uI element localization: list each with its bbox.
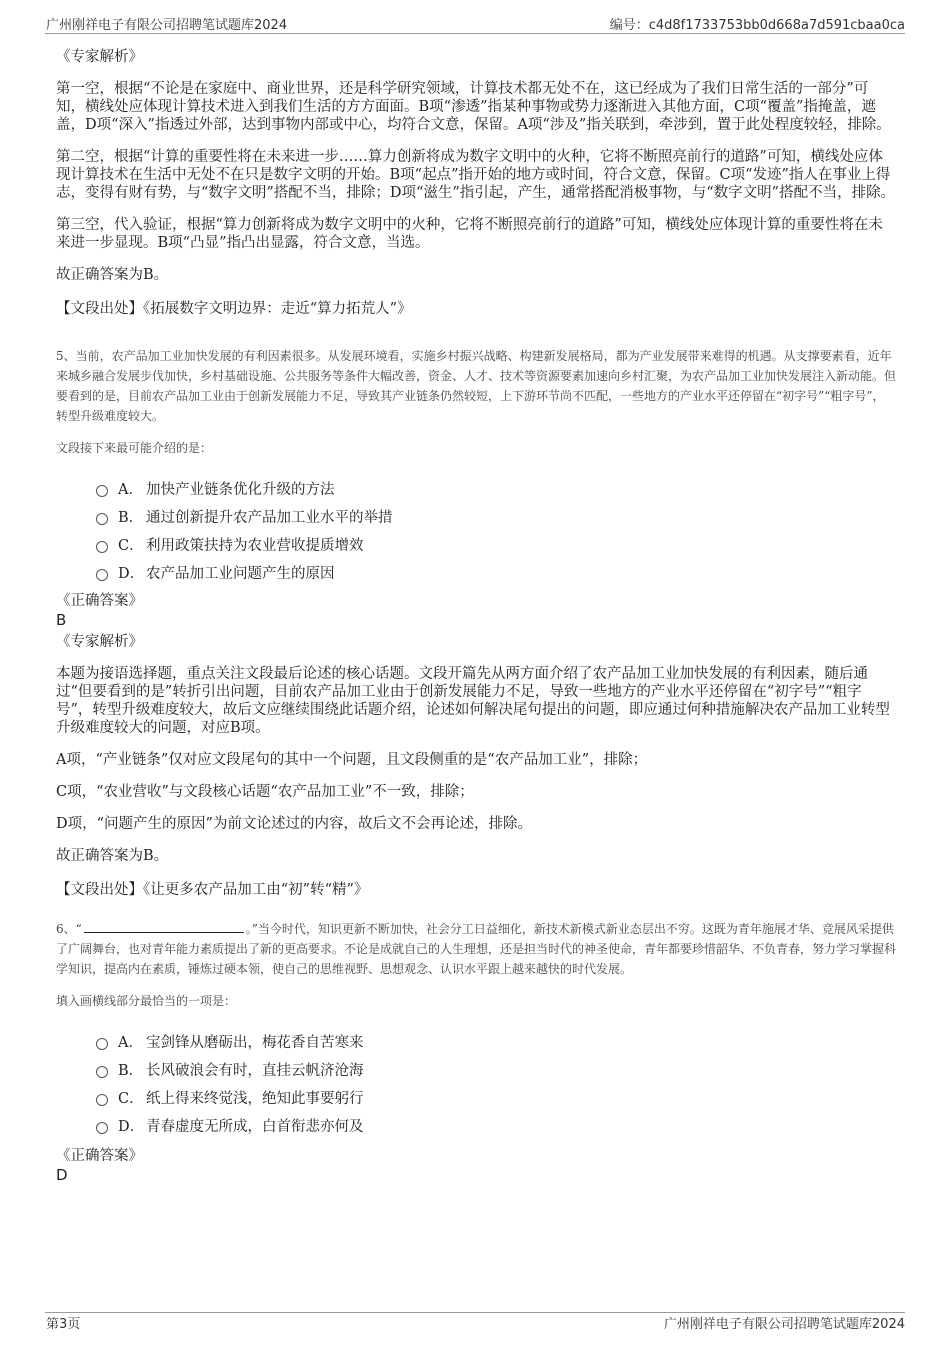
question-stem [56, 919, 896, 979]
option-d[interactable] [96, 1111, 896, 1139]
analysis-paragraph: 第二空，根据“计算的重要性将在未来进一步……算力创新将成为数字文明中的火种，它将不断照亮前行的道路”可知，横线处应体现计算技术在生活中无处不在只是数字文明的开始。B项“起点”指开始的地方或时间，符合文意，保留。C项“发迹”指人在事业上得志，变得有财有势，与“数字文明”搭配不当，排除；D项“滋生”指引起，产生，通常搭配消极事物，与“数字文明”搭配不当，排除。 [56, 149, 896, 201]
option-letter: C． [118, 1090, 144, 1107]
option-letter: C． [118, 537, 144, 554]
header-divider [45, 33, 905, 34]
analysis-paragraph: 第三空，代入验证，根据“算力创新将成为数字文明中的火种，它将不断照亮前行的道路”可知，横线处应体现计算的重要性将在未来进一步显现。B项“凸显”指凸出显露，符合文意，当选。 [56, 217, 883, 251]
radio-icon[interactable] [96, 1066, 108, 1078]
radio-icon[interactable] [96, 485, 108, 497]
analysis-paragraph: 本题为接语选择题，重点关注文段最后论述的核心话题。文段开篇先从两方面介绍了农产品加工业加快发展的有利因素，随后通过“但要看到的是”转折引出问题，目前农产品加工业由于创新发展能力不足，导致一些地方的产业水平还停留在“初字号”“粗字号”，转型升级难度较大，故后文应继续围绕此话题介绍，论述如何解决尾句提出的问题，即应通过何种措施解决农产品加工业转型升级难度较大的问题，对应B项。 [56, 666, 890, 736]
source-citation: 【文段出处】《让更多农产品加工由“初”转“精”》 [56, 882, 369, 898]
option-text: 纸上得来终觉浅，绝知此事要躬行 [146, 1090, 364, 1107]
option-c[interactable] [96, 530, 896, 558]
stem-body: 。”当今时代，知识更新不断加快，社会分工日益细化，新技术新模式新业态层出不穷。这既为青年施展才华、竞展风采提供了广阔舞台，也对青年能力素质提出了新的更高要求。不论是成就自己的人生理想，还是担当时代的神圣使命，青年都要珍惜韶华、不负青春，努力学习掌握科学知识，提高内在素质，锤炼过硬本领，使自己的思维视野、思想观念、认识水平跟上越来越快的时代发展。 [56, 922, 897, 976]
option-text: 长风破浪会有时，直挂云帆济沧海 [146, 1062, 364, 1079]
option-b[interactable] [96, 502, 896, 530]
question-prompt: 填入画横线部分最恰当的一项是： [56, 994, 237, 1008]
option-text: 宝剑锋从磨砺出，梅花香自苦寒来 [146, 1034, 364, 1051]
fill-blank [84, 920, 244, 933]
option-a[interactable] [96, 1027, 896, 1055]
stem-lead: 6、“ [56, 922, 82, 936]
analysis-paragraph: C项，“农业营收”与文段核心话题“农产品加工业”不一致，排除； [56, 784, 474, 800]
footer-title: 广州刚祥电子有限公司招聘笔试题库2024 [663, 1317, 905, 1332]
option-b[interactable] [96, 1055, 896, 1083]
analysis-label: 《专家解析》 [56, 49, 143, 65]
options-list [96, 474, 896, 586]
option-letter: A． [118, 1034, 143, 1051]
option-letter: B． [118, 1062, 144, 1079]
conclusion: 故正确答案为B。 [56, 848, 169, 864]
radio-icon[interactable] [96, 1038, 108, 1050]
option-text: 通过创新提升农产品加工业水平的举措 [146, 509, 393, 526]
question-prompt: 文段接下来最可能介绍的是： [56, 441, 213, 455]
page-content [56, 48, 896, 1184]
radio-icon[interactable] [96, 541, 108, 553]
option-text: 农产品加工业问题产生的原因 [146, 565, 335, 582]
options-list [96, 1027, 896, 1139]
analysis-paragraph: 第一空，根据“不论是在家庭中、商业世界，还是科学研究领域，计算技术都无处不在，这已经成为了我们日常生活的一部分”可知，横线处应体现计算技术进入到我们生活的方方面面。B项“渗透”指某种事物或势力逐渐进入其他方面，C项“覆盖”指掩盖，遮盖，D项“深入”指透过外部，达到事物内部或中心，均符合文意，保留。A项“涉及”指关联到，牵涉到，置于此处程度较轻，排除。 [56, 81, 891, 133]
source-citation: 【文段出处】《拓展数字文明边界：走近“算力拓荒人”》 [56, 301, 412, 317]
conclusion: 故正确答案为B。 [56, 267, 169, 283]
answer-label: 《正确答案》 [56, 593, 143, 609]
analysis-label: 《专家解析》 [56, 634, 143, 650]
radio-icon[interactable] [96, 569, 108, 581]
option-d[interactable] [96, 558, 896, 586]
page-number: 第3页 [46, 1317, 81, 1332]
correct-answer: D [56, 1166, 68, 1184]
option-letter: A． [118, 481, 143, 498]
option-letter: D． [118, 565, 145, 582]
option-text: 青春虚度无所成，白首衔悲亦何及 [146, 1118, 364, 1135]
header-title: 广州刚祥电子有限公司招聘笔试题库2024 [46, 18, 288, 33]
radio-icon[interactable] [96, 1094, 108, 1106]
option-text: 加快产业链条优化升级的方法 [146, 481, 335, 498]
question-stem: 5、当前，农产品加工业加快发展的有利因素很多。从发展环境看，实施乡村振兴战略、构建新发展格局，都为产业发展带来难得的机遇。从支撑要素看，近年来城乡融合发展步伐加快，乡村基础设施、公共服务等条件大幅改善，资金、人才、技术等资源要素加速向乡村汇聚，为农产品加工业加快发展注入新动能。但要看到的是，目前农产品加工业由于创新发展能力不足，导致其产业链条仍然较短，上下游环节尚不匹配，一些地方的产业水平还停留在“初字号”“粗字号”，转型升级难度较大。 [56, 349, 897, 423]
analysis-paragraph: A项，“产业链条”仅对应文段尾句的其中一个问题，且文段侧重的是“农产品加工业”，排除； [56, 752, 648, 768]
option-letter: D． [118, 1118, 145, 1135]
radio-icon[interactable] [96, 1122, 108, 1134]
analysis-paragraph: D项，“问题产生的原因”为前文论述过的内容，故后文不会再论述，排除。 [56, 816, 532, 832]
correct-answer: B [56, 611, 67, 629]
option-text: 利用政策扶持为农业营收提质增效 [146, 537, 364, 554]
document-code: 编号：c4d8f1733753bb0d668a7d591cbaa0ca [609, 18, 905, 33]
radio-icon[interactable] [96, 513, 108, 525]
answer-label: 《正确答案》 [56, 1148, 143, 1164]
option-letter: B． [118, 509, 144, 526]
option-c[interactable] [96, 1083, 896, 1111]
option-a[interactable] [96, 474, 896, 502]
